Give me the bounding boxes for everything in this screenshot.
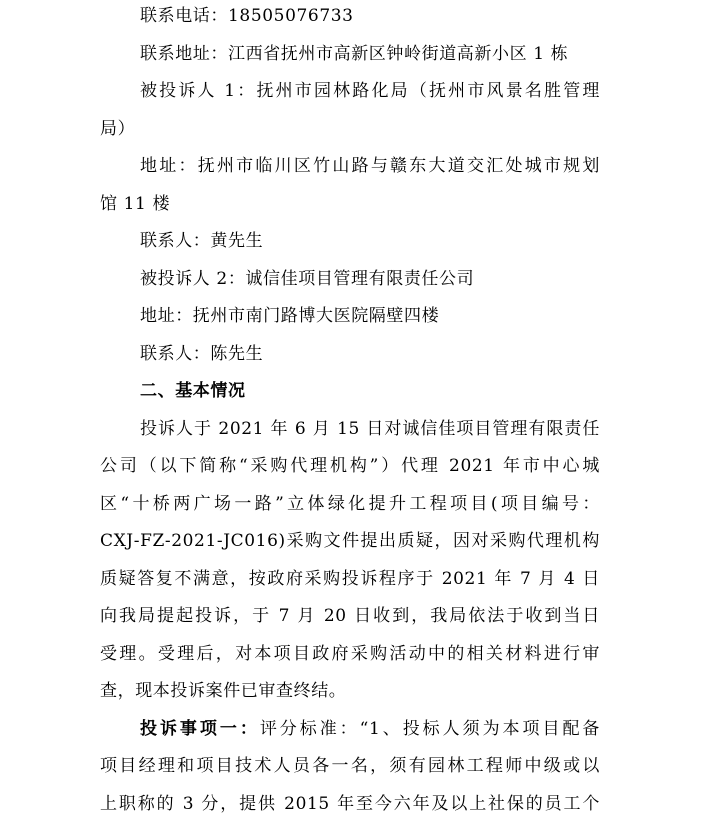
paragraph-line: 项目经理和项目技术人员各一名，须有园林工程师中级或以	[100, 756, 600, 776]
paragraph-line: 受理。受理后，对本项目政府采购活动中的相关材料进行审	[100, 644, 600, 664]
paragraph-line: 质疑答复不满意，按政府采购投诉程序于 2021 年 7 月 4 日	[100, 569, 600, 589]
respondent-2-contact: 联系人：陈先生	[140, 344, 264, 364]
paragraph-line: 公司（以下简称“采购代理机构”）代理 2021 年市中心城	[100, 456, 600, 476]
respondent-1-address: 地址：抚州市临川区竹山路与赣东大道交汇处城市规划	[140, 156, 600, 176]
complaint-item-label: 投诉事项一：	[140, 719, 260, 739]
complainant-phone: 联系电话：18505076733	[140, 6, 354, 26]
section-heading-basic-info: 二、基本情况	[140, 381, 246, 401]
respondent-2-name: 被投诉人 2：诚信佳项目管理有限责任公司	[140, 269, 475, 289]
paragraph-line: 投诉人于 2021 年 6 月 15 日对诚信佳项目管理有限责任	[140, 419, 600, 439]
respondent-1-contact: 联系人：黄先生	[140, 231, 264, 251]
paragraph-line: CXJ-FZ-2021-JC016)采购文件提出质疑，因对采购代理机构	[100, 531, 600, 551]
complaint-item-prefix: 评分标准：“	[259, 719, 369, 739]
respondent-2-address: 地址：抚州市南门路博大医院隔壁四楼	[140, 306, 440, 326]
paragraph-line: 区“十桥两广场一路”立体绿化提升工程项目(项目编号：	[100, 494, 600, 514]
complaint-item-line	[140, 718, 600, 740]
complainant-address: 联系地址：江西省抚州市高新区钟岭街道高新小区 1 栋	[140, 44, 569, 64]
respondent-1-address-cont: 馆 11 楼	[100, 194, 171, 214]
complaint-item-text: 1、投标人须为本项目配备	[368, 719, 601, 739]
paragraph-line: 向我局提起投诉，于 7 月 20 日收到，我局依法于收到当日	[100, 606, 600, 626]
respondent-1-name: 被投诉人 1：抚州市园林路化局（抚州市风景名胜管理	[140, 81, 600, 101]
paragraph-line: 查，现本投诉案件已审查终结。	[100, 681, 347, 701]
paragraph-line: 上职称的 3 分，提供 2015 年至今六年及以上社保的员工个	[100, 794, 600, 814]
respondent-1-name-cont: 局）	[100, 119, 136, 139]
